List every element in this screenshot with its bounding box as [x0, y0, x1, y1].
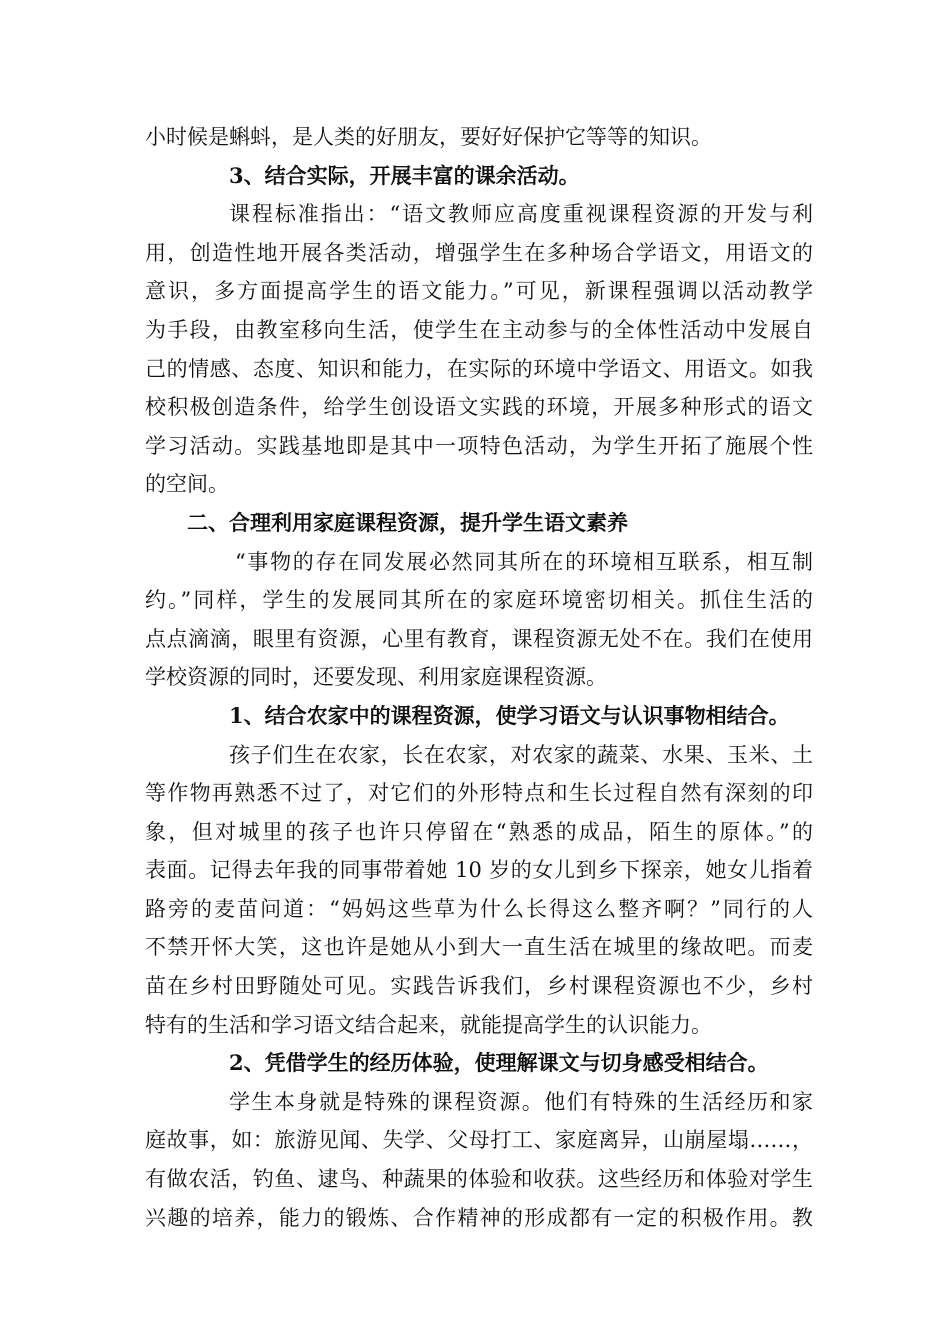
paragraph-line: 意识，多方面提高学生的语文能力。”可见，新课程强调以活动教学 — [145, 279, 813, 304]
subheading-3: 3、结合实际，开展丰富的课余活动。 — [229, 162, 580, 188]
paragraph-line: “事物的存在同发展必然同其所在的环境相互联系，相互制 — [235, 549, 813, 574]
paragraph-line: 路旁的麦苗问道：“妈妈这些草为什么长得这么整齐啊？”同行的人 — [145, 896, 813, 921]
paragraph-line: 等作物再熟悉不过了，对它们的外形特点和生长过程自然有深刻的印 — [145, 781, 813, 806]
paragraph-line: 小时候是蝌蚪，是人类的好朋友，要好好保护它等等的知识。 — [145, 125, 712, 149]
paragraph-line: 校积极创造条件，给学生创设语文实践的环境，开展多种形式的语文 — [145, 395, 813, 420]
paragraph-line: 学习活动。实践基地即是其中一项特色活动，为学生开拓了施展个性 — [145, 433, 813, 458]
paragraph-line: 为手段，由教室移向生活，使学生在主动参与的全体性活动中发展自 — [145, 317, 813, 342]
paragraph-line: 学校资源的同时，还要发现、利用家庭课程资源。 — [145, 665, 607, 690]
paragraph-line: 课程标准指出：“语文教师应高度重视课程资源的开发与利 — [229, 202, 813, 227]
paragraph-line: 孩子们生在农家，长在农家，对农家的蔬菜、水果、玉米、土 — [229, 742, 813, 767]
paragraph-line: 的空间。 — [145, 472, 229, 497]
document-body — [145, 118, 813, 1237]
paragraph-line: 庭故事，如：旅游见闻、失学、父母打工、家庭离异，山崩屋塌……， — [145, 1128, 813, 1153]
paragraph-line: 表面。记得去年我的同事带着她 10 岁的女儿到乡下探亲，她女儿指着 — [145, 858, 813, 883]
paragraph-line: 特有的生活和学习语文结合起来，就能提高学生的认识能力。 — [145, 1012, 712, 1037]
paragraph-line: 象，但对城里的孩子也许只停留在“熟悉的成品，陌生的原体。”的 — [145, 819, 813, 844]
paragraph-line: 用，创造性地开展各类活动，增强学生在多种场合学语文，用语文的 — [145, 240, 813, 265]
paragraph-line: 苗在乡村田野随处可见。实践告诉我们，乡村课程资源也不少，乡村 — [145, 974, 813, 999]
subheading-2: 2、凭借学生的经历体验，使理解课文与切身感受相结合。 — [229, 1050, 769, 1076]
paragraph-line: 己的情感、态度、知识和能力，在实际的环境中学语文、用语文。如我 — [145, 356, 813, 381]
paragraph-line: 不禁开怀大笑，这也许是她从小到大一直生活在城里的缘故吧。而麦 — [145, 935, 813, 960]
section-heading-2: 二、合理利用家庭课程资源，提升学生语文素养 — [187, 509, 628, 535]
paragraph-line: 兴趣的培养，能力的锻炼、合作精神的形成都有一定的积极作用。教 — [145, 1205, 813, 1230]
paragraph-line: 有做农活，钓鱼、逮鸟、种蔬果的体验和收获。这些经历和体验对学生 — [145, 1167, 813, 1192]
paragraph-line: 约。”同样，学生的发展同其所在的家庭环境密切相关。抓住生活的 — [145, 588, 813, 613]
subheading-1: 1、结合农家中的课程资源，使学习语文与认识事物相结合。 — [229, 702, 790, 728]
paragraph-line: 点点滴滴，眼里有资源，心里有教育，课程资源无处不在。我们在使用 — [145, 626, 813, 651]
paragraph-line: 学生本身就是特殊的课程资源。他们有特殊的生活经历和家 — [229, 1089, 813, 1114]
